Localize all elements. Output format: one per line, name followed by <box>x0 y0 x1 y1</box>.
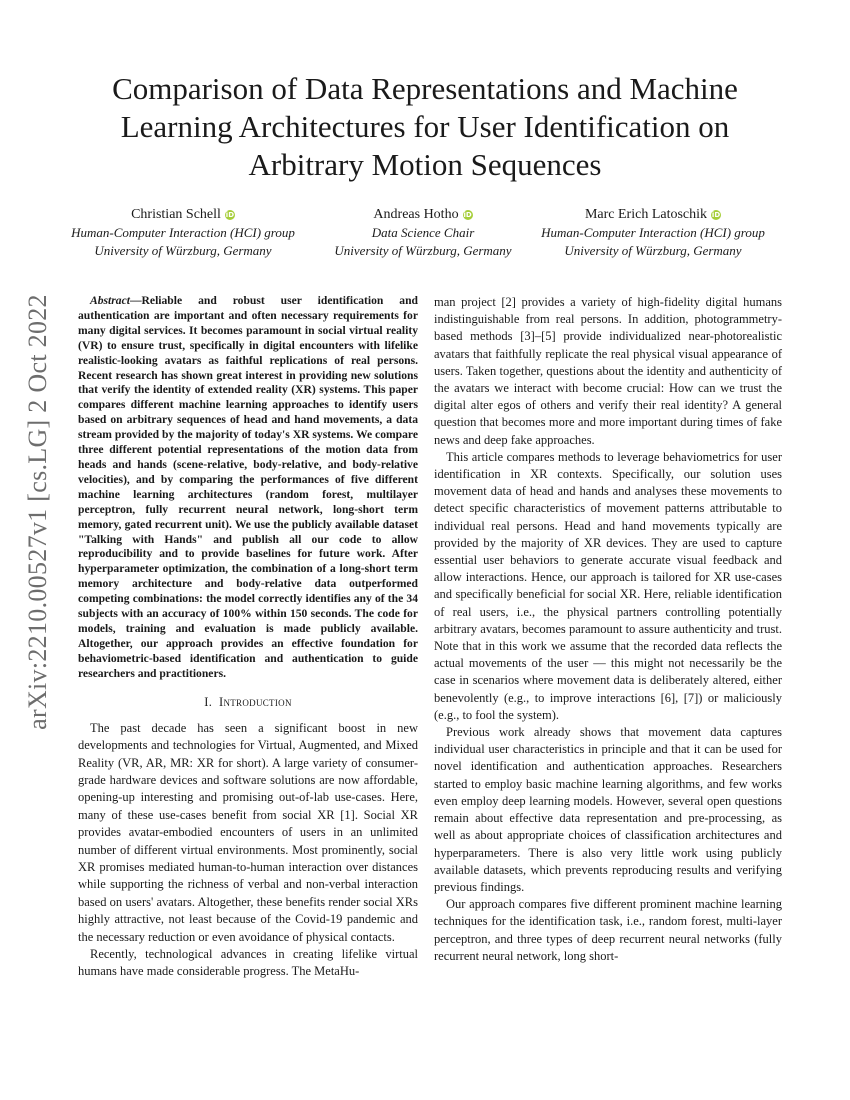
paper-title-line-1: Comparison of Data Representations and Machine <box>112 71 738 106</box>
author-1-affiliation-group: Human-Computer Interaction (HCI) group <box>71 225 295 240</box>
abstract-text: —Reliable and robust user identification and authentication are important and often necessary requirements for many digital services. It becomes paramount in social virtual reality (VR) to ensure trust, specifically in digital encounters with lifelike realistic-looking avatars as faithful replications of real persons. Recent research has shown great interest in providing new solutions that verify the identity of extended reality (XR) systems. This paper compares different machine learning approaches to identify users based on arbitrary sequences of head and hand movements, a data stream provided by the majority of today's XR systems. We compare three different potential representations of the motion data from heads and hands (scene-relative, body-relative, and body-relative velocities), and by comparing the performances of five different machine learning architectures (random forest, multilayer perceptron, fully recurrent neural network, long-short term memory, gated recurrent unit). We use the publicly available dataset "Talking with Hands" and publish all our code to allow reproducibility and to provide baselines for future work. After hyperparameter optimization, the combination of a long-short term memory architecture and body-relative data outperformed competing combinations: the model correctly identifies any of the 34 subjects with an accuracy of 100% within 150 seconds. The code for models, training and evaluation is made publicly available. Altogether, our approach provides an effective foundation for behaviometric-based identification and authentication to guide researchers and practitioners. <box>78 294 418 680</box>
author-2-affiliation-university: University of Würzburg, Germany <box>334 243 512 258</box>
paragraph: This article compares methods to leverage behaviometrics for user identification in XR contexts. Specifically, our solution uses movement data of head and hands and analyses these movements to detect specific characteristics of movement patterns attributable to individual real persons. Head and hand movements typically are provided by the majority of XR devices. They are used to capture essential user behaviors to generate accurate visual feedback and allow interactions. Hence, our approach is tailored for XR use-cases and specifically beneficial for social XR. Here, reliable identification of real users, i.e., the physical partners controlling potentially arbitrary avatars, becomes paramount to assure authenticity and trust. Note that in this work we assume that the recorded data reflects the actual movements of the user — this might not necessarily be the case in scenarios where movement data is deliberately altered, either benevolently (e.g., to improve interactions [6], [7]) or maliciously (e.g., to fool the system). <box>434 449 782 722</box>
author-2-name: Andreas Hotho <box>373 207 459 222</box>
author-3 <box>528 206 778 260</box>
paper-title <box>60 70 790 184</box>
author-3-affiliation-group: Human-Computer Interaction (HCI) group <box>541 225 765 240</box>
paragraph: Our approach compares five different prominent machine learning techniques for the identification task, i.e., random forest, multi-layer perceptron, and three types of deep recurrent neural networks (fully recurrent neural network, long short- <box>434 897 782 963</box>
section-title: Introduction <box>218 694 292 709</box>
right-column <box>434 294 782 965</box>
author-1-affiliation-university: University of Würzburg, Germany <box>94 243 272 258</box>
paragraph: Recently, technological advances in creating lifelike virtual humans have made considerable progress. The MetaHu- <box>78 947 418 979</box>
paper-title-line-3: Arbitrary Motion Sequences <box>248 147 602 182</box>
author-1-name: Christian Schell <box>131 207 221 222</box>
abstract-label: Abstract <box>90 294 130 307</box>
abstract <box>78 294 418 682</box>
left-body-text <box>78 720 418 981</box>
paper-title-line-2: Learning Architectures for User Identification on <box>120 109 730 144</box>
orcid-icon[interactable]: iD <box>711 211 721 219</box>
section-heading <box>78 694 418 710</box>
orcid-icon[interactable]: iD <box>463 211 472 219</box>
section-number: I. <box>204 694 213 709</box>
author-3-name: Marc Erich Latoschik <box>584 207 708 222</box>
left-column <box>78 294 418 981</box>
author-2-affiliation-group: Data Science Chair <box>371 225 475 240</box>
arxiv-identifier-text: arXiv:2210.00527v1 [cs.LG] 2 Oct 2022 <box>23 294 52 730</box>
author-block <box>60 206 790 266</box>
paragraph: Previous work already shows that movement data captures individual user characteristics in principle and that it can be used for novel identification and authentication approaches. Researchers started to employ basic machine learning algorithms, and few works even employ deep learning models. However, several open questions remain about effective data representation and pre-processing, as well as about appropriate choices of classification architectures and hyperparameters. There is also very little work using publicly available datasets, which prevents reproducing results and verifying previous findings. <box>434 725 782 894</box>
paragraph: The past decade has seen a significant boost in new developments and technologies for Virtual, Augmented, and Mixed Reality (VR, AR, MR: XR for short). A large variety of consumer-grade hardware devices and software solutions are now affordable, opening-up interesting and promising out-of-lab use-cases. Here, many of these use-cases benefit from social XR [1]. Social XR provides avatar-embodied encounters of users in an unlimited number of different virtual environments. Most prominently, social XR promises mediated human-to-human interaction over distances while supporting the richness of verbal and non-verbal interaction based on users' avatars. Altogether, these benefits render social XRs highly attractive, not least because of the Covid-19 pandemic and the necessary reduction or even avoidance of physical contacts. <box>78 720 418 944</box>
author-2 <box>298 206 548 260</box>
author-1 <box>58 206 308 260</box>
author-3-affiliation-university: University of Würzburg, Germany <box>564 243 742 258</box>
orcid-icon[interactable]: iD <box>225 211 235 219</box>
paragraph: man project [2] provides a variety of high-fidelity digital humans indistinguishable from real persons. In addition, photogrammetry-based methods [3]–[5] provide individualized near-photorealistic avatars that faithfully replicate the real physical visual appearance of users. Taken together, questions about the identity and authenticity of the avatars we interact with become crucial: How can we trust the digital alter egos of others and verify their real identity? A general question that becomes more and more important during times of fake news and deep fake approaches. <box>434 295 782 447</box>
arxiv-identifier <box>20 272 56 752</box>
